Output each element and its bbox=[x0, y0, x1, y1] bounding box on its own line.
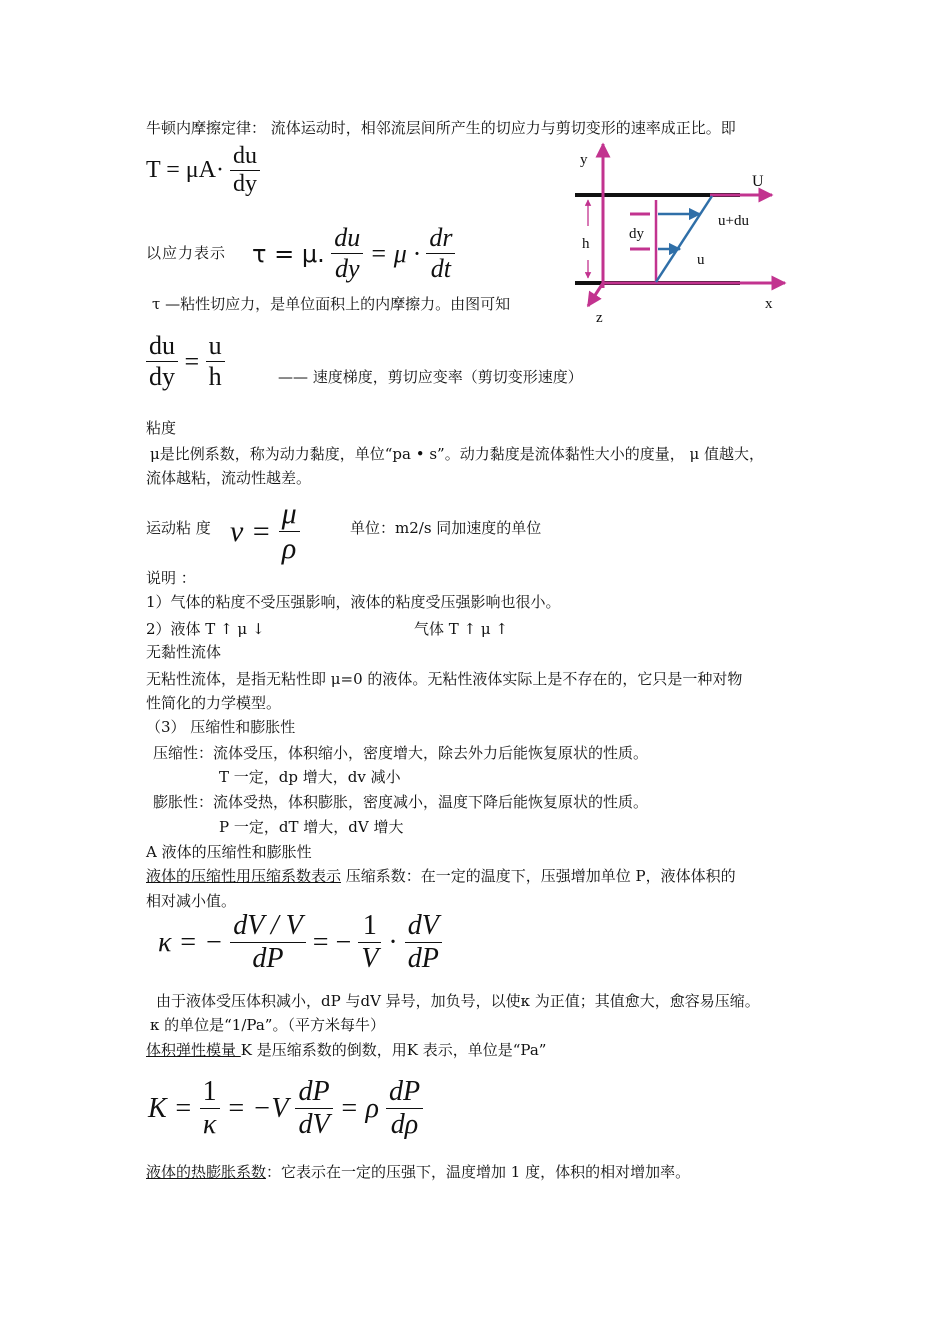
formula-T bbox=[146, 143, 260, 198]
label-dy: dy bbox=[629, 226, 644, 242]
compress-coef-line-2: 相对减小值。 bbox=[146, 892, 237, 910]
formula-tau-lhs: τ = μ. bbox=[252, 239, 325, 268]
formula-kappa-lhs: κ = − bbox=[158, 926, 224, 958]
label-u: u bbox=[697, 252, 705, 268]
inviscid-heading: 无黏性流体 bbox=[146, 643, 222, 661]
thermal-expansion-line bbox=[146, 1162, 690, 1182]
label-z: z bbox=[596, 310, 603, 326]
kappa-description-2: κ 的单位是“1/Pa”。（平方米每牛） bbox=[150, 1016, 385, 1034]
formula-T-den: dy bbox=[232, 171, 257, 197]
expansibility-note: P 一定，dT 增大，dV 增大 bbox=[219, 818, 404, 836]
formula-kappa bbox=[158, 910, 442, 975]
inviscid-text-1: 无粘性流体，是指无粘性即 μ=0 的液体。无粘性液体实际上是不存在的，它只是一种对物 bbox=[146, 670, 743, 688]
formula-nu bbox=[230, 497, 300, 566]
formula-grad-den1: dy bbox=[149, 362, 175, 391]
formula-nu-num: μ bbox=[279, 497, 300, 532]
formula-kappa-num1: dV / V bbox=[230, 910, 305, 943]
kinematic-unit: 单位：m2/s 同加速度的单位 bbox=[350, 519, 542, 537]
formula-grad-den2: h bbox=[208, 362, 222, 391]
newton-law-line: 牛顿内摩擦定律： 流体运动时，相邻流层间所产生的切应力与剪切变形的速率成正比。即 bbox=[146, 119, 736, 137]
compressibility-note: T 一定，dp 增大，dv 减小 bbox=[219, 768, 401, 786]
section-3-heading: （3） 压缩性和膨胀性 bbox=[146, 718, 296, 736]
kappa-description-1: 由于液体受压体积减小，dP 与dV 异号，加负号，以使κ 为正值；其值愈大，愈容易压缩。 bbox=[156, 992, 760, 1010]
formula-tau bbox=[252, 223, 455, 284]
formula-tau-eq: = μ · bbox=[369, 238, 420, 268]
formula-K-den1: κ bbox=[202, 1109, 217, 1140]
velocity-profile bbox=[656, 196, 712, 282]
viscosity-heading: 粘度 bbox=[146, 419, 177, 437]
z-axis-arrow bbox=[588, 283, 603, 306]
bulk-modulus-line bbox=[146, 1040, 546, 1060]
thermal-expansion-rest: ：它表示在一定的压强下，温度增加 1 度，体积的相对增加率。 bbox=[266, 1163, 691, 1181]
mu-description-1: μ是比例系数，称为动力黏度，单位“pa • s”。动力黏度是流体黏性大小的度量， μ 值越大， bbox=[150, 445, 765, 463]
label-U: U bbox=[752, 173, 764, 190]
formula-kappa-num3: dV bbox=[405, 910, 442, 943]
formula-kappa-den2: V bbox=[361, 943, 379, 974]
formula-T-num: du bbox=[230, 143, 260, 171]
formula-nu-lhs: ν = bbox=[230, 514, 272, 548]
formula-kappa-dot: · bbox=[388, 926, 398, 958]
formula-K-lhs: K = bbox=[148, 1092, 193, 1124]
formula-kappa-den1: dP bbox=[252, 943, 284, 974]
formula-tau-den1: dy bbox=[334, 254, 360, 283]
formula-kappa-num2: 1 bbox=[358, 910, 381, 943]
formula-grad-num1: du bbox=[146, 331, 178, 362]
bulk-modulus-underlined: 体积弹性模量 bbox=[146, 1041, 241, 1059]
label-h: h bbox=[582, 236, 590, 252]
section-A-heading: A 液体的压缩性和膨胀性 bbox=[146, 843, 312, 861]
formula-K-eq: = −V bbox=[226, 1092, 289, 1124]
kinematic-label: 运动粘 度 bbox=[146, 519, 211, 537]
stress-label: 以应力表示 bbox=[146, 244, 227, 262]
formula-K-den3: dρ bbox=[390, 1109, 419, 1140]
notes-label: 说明 ： bbox=[146, 569, 196, 587]
expansibility-definition: 膨胀性：流体受热，体积膨胀，密度减小，温度下降后能恢复原状的性质。 bbox=[153, 793, 649, 811]
note-2-gas: 气体 T ↑ μ ↑ bbox=[414, 620, 508, 638]
formula-K-num2: dP bbox=[295, 1076, 332, 1109]
inviscid-text-2: 性简化的力学模型。 bbox=[146, 694, 282, 712]
label-y: y bbox=[580, 152, 588, 168]
formula-T-lhs: T = μA· bbox=[146, 157, 224, 183]
formula-grad-eq: = bbox=[184, 346, 200, 376]
gradient-description: —— 速度梯度，剪切应变率（剪切变形速度） bbox=[278, 368, 583, 386]
thermal-expansion-underlined: 液体的热膨胀系数 bbox=[146, 1163, 267, 1181]
bulk-modulus-rest: K 是压缩系数的倒数，用K 表示，单位是“Pa” bbox=[240, 1041, 547, 1059]
formula-K bbox=[148, 1076, 423, 1141]
note-2-liquid: 2）液体 T ↑ μ ↓ bbox=[146, 620, 265, 638]
formula-K-eq2: = ρ bbox=[339, 1092, 379, 1124]
formula-tau-num2: dr bbox=[426, 223, 455, 254]
formula-nu-den: ρ bbox=[281, 532, 297, 565]
formula-tau-den2: dt bbox=[430, 254, 451, 283]
formula-kappa-eq: = − bbox=[312, 926, 352, 958]
label-x: x bbox=[765, 296, 773, 312]
compressibility-definition: 压缩性：流体受压，体积缩小，密度增大，除去外力后能恢复原状的性质。 bbox=[153, 744, 649, 762]
compress-coef-line bbox=[146, 866, 736, 886]
label-u-plus-du: u+du bbox=[718, 213, 749, 229]
formula-grad-num2: u bbox=[206, 331, 225, 362]
formula-K-den2: dV bbox=[298, 1109, 330, 1140]
formula-gradient bbox=[146, 331, 225, 392]
formula-kappa-den3: dP bbox=[407, 943, 439, 974]
note-1: 1）气体的粘度不受压强影响，液体的粘度受压强影响也很小。 bbox=[146, 593, 561, 611]
shear-flow-diagram bbox=[560, 138, 800, 328]
compress-coef-underlined: 液体的压缩性用压缩系数表示 bbox=[146, 867, 342, 885]
formula-tau-num1: du bbox=[331, 223, 363, 254]
compress-coef-rest: 压缩系数：在一定的温度下，压强增加单位 P，液体体积的 bbox=[341, 867, 736, 885]
formula-K-num3: dP bbox=[386, 1076, 423, 1109]
mu-description-2: 流体越粘，流动性越差。 bbox=[146, 469, 312, 487]
formula-K-num1: 1 bbox=[200, 1076, 220, 1109]
tau-description: τ —粘性切应力，是单位面积上的内摩擦力。由图可知 bbox=[152, 295, 511, 313]
